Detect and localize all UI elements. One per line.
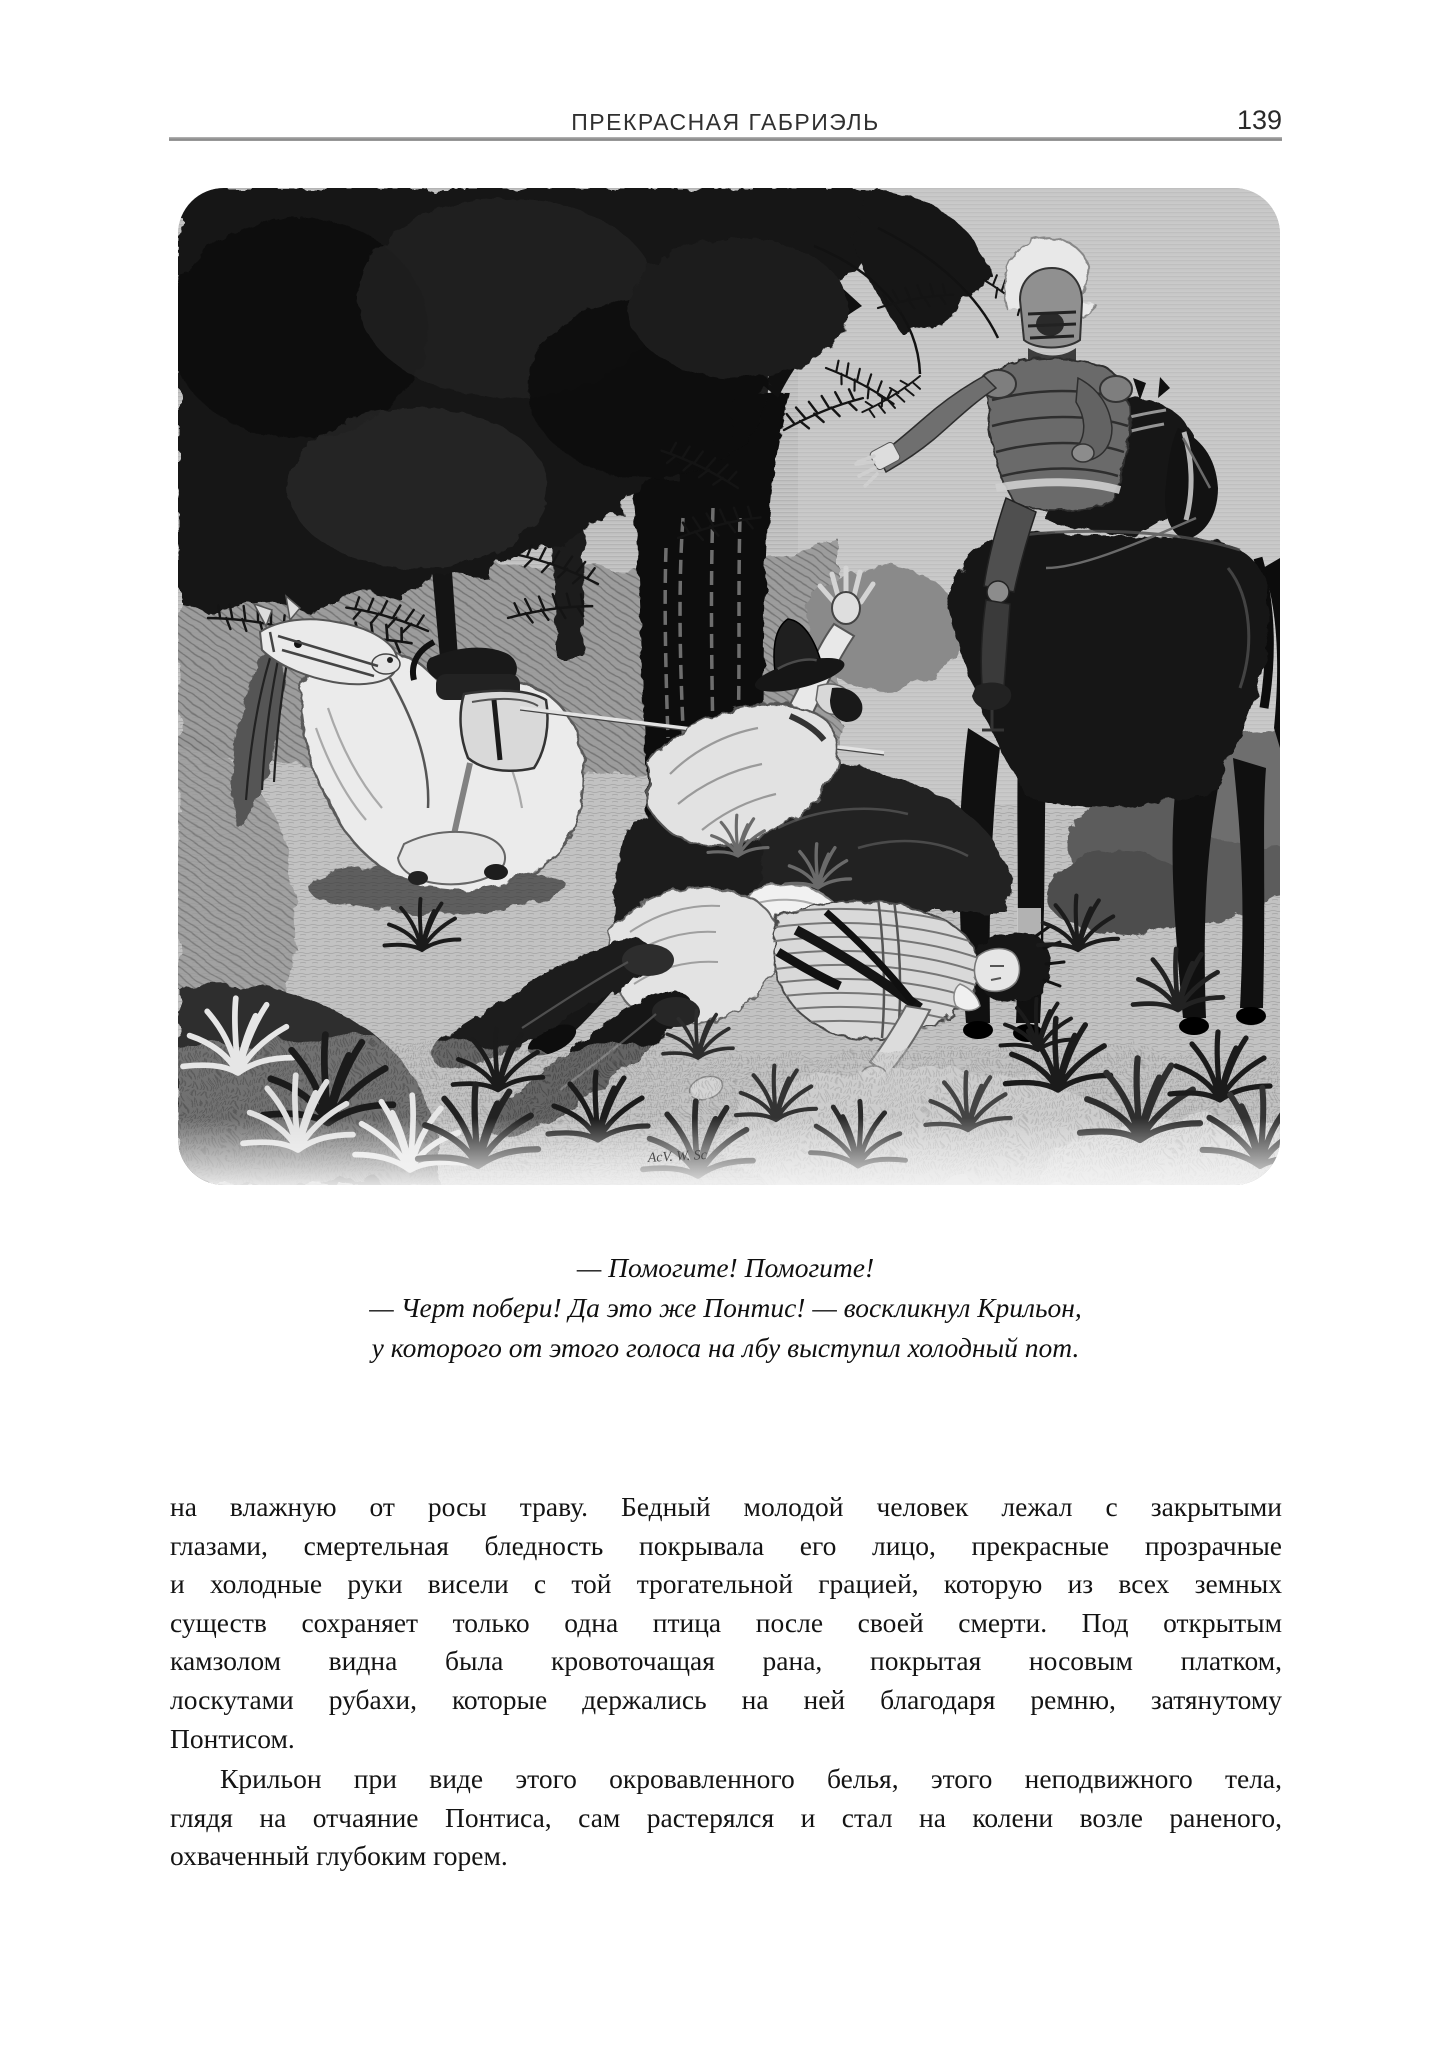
body-text [170,1488,1282,1876]
text-line: лоскутами рубахи, которые держались на ней благодаря ремню, затянутому [170,1683,1282,1715]
illustration-caption [0,1248,1451,1368]
text-line: у которого от этого голоса на лбу выступил холодный пот. [371,1332,1080,1363]
paragraph-2 [170,1760,1282,1876]
text-line: и холодные руки висели с той трогательной грацией, которую из всех земных [170,1568,1282,1600]
text-line: камзолом видна была кровоточащая рана, покрытая носовым платком, [170,1645,1282,1677]
text-line: существ сохраняет только одна птица после своей смерти. Под открытым [170,1606,1282,1638]
page-number: 139 [1236,105,1282,135]
text-line: охваченный глубоким горем. [170,1840,508,1872]
text-line: — Помогите! Помогите! [576,1252,875,1283]
text-line: Крильон при виде этого окровавленного белья, этого неподвижного тела, [220,1763,1282,1795]
engraving-illustration [178,188,1280,1185]
text-line: глядя на отчаяние Понтиса, сам растерялся и стал на колени возле раненого, [170,1801,1282,1833]
text-line: на влажную от росы траву. Бедный молодой человек лежал с закрытыми [170,1491,1282,1522]
running-head-title: ПРЕКРАСНАЯ ГАБРИЭЛЬ [571,109,880,135]
paragraph-1 [170,1488,1282,1758]
header-rule [169,137,1282,141]
text-line: глазами, смертельная бледность покрывала его лицо, прекрасные прозрачные [170,1529,1282,1561]
text-line: — Черт побери! Да это же Понтис! — воскликнул Крильон, [369,1292,1082,1323]
text-line: Понтисом. [170,1722,295,1754]
engraving-signature: AcV. W. Sc [647,1147,708,1166]
